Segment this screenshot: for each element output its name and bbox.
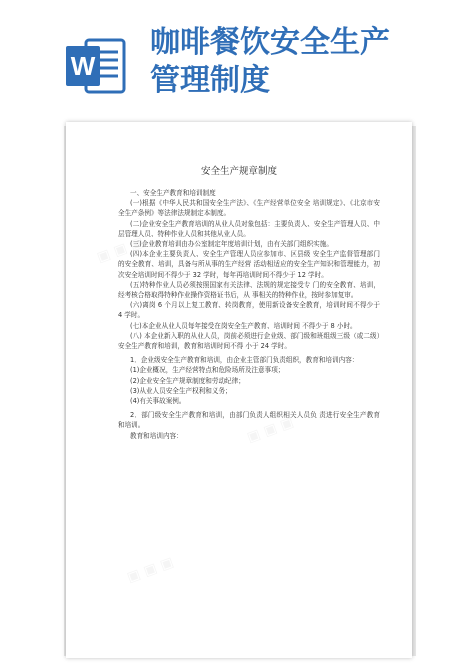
doc-paragraph: (2)企业安全生产规章制度和劳动纪律； xyxy=(130,376,245,385)
document-heading: 安全生产规章制度 xyxy=(200,166,277,177)
word-document-icon xyxy=(64,34,128,98)
doc-paragraph: (3)从业人员安全生产权利和义务； xyxy=(130,386,232,395)
banner xyxy=(0,0,474,120)
document-body xyxy=(118,188,380,441)
doc-paragraph: 教育和培训内容： xyxy=(130,431,183,440)
doc-paragraph: (六)离岗 6 个月以上复工教育、转岗教育，使用新设备安全教育，培训时间不得少于 4 学时。 xyxy=(118,301,380,320)
doc-paragraph: (四)本企业主要负责人、安全生产管理人员应参加市、区县级 安全生产监督管理部门的安全教育、培训，具备与所从事的生产经营 活动相适应的安全生产知识和管理能力，初次安全培训时间不得少于 32 学时，每年再培训时间不得少于 12 学时。 xyxy=(118,250,380,279)
banner-title-line-1: 咖啡餐饮安全生产 xyxy=(150,25,390,60)
doc-paragraph: (七)本企业从业人员每年接受在岗安全生产教育、培训时间 不得少于 8 小时。 xyxy=(130,321,357,330)
watermark: ▣ ▣ ▣ xyxy=(94,234,146,266)
banner-title xyxy=(150,24,470,100)
watermark: ▣ ▣ ▣ xyxy=(124,554,176,586)
doc-paragraph: (三)企业教育培训由办公室制定年度培训计划，由有关部门组织实施。 xyxy=(130,240,333,249)
watermark: ▣ ▣ ▣ xyxy=(244,414,296,446)
word-logo-letter: W xyxy=(70,51,96,81)
document-page xyxy=(66,122,412,658)
doc-paragraph: (八) 本企业新入职的从业人员，岗前必须进行企业级、部门级和班组级三级（或二级）安全生产教育和培训，教育和培训时间不得 小于 24 学时。 xyxy=(118,331,380,351)
doc-paragraph: 1．企业级安全生产教育和培训，由企业主管部门负责组织，教育和培训内容： xyxy=(130,356,359,365)
doc-paragraph: (一)根据《中华人民共和国安全生产法》、《生产经营单位安全 培训规定》、《北京市安全生产条例》等法律法规制定本制度。 xyxy=(118,199,380,218)
doc-paragraph: (4)有关事故案例。 xyxy=(130,397,186,406)
doc-paragraph: 2．部门级安全生产教育和培训，由部门负责人组织相关人员负 责进行安全生产教育和培训。 xyxy=(118,411,380,430)
doc-paragraph: (二)企业安全生产教育培训的从业人员对象包括：主要负责人、安全生产管理人员、中层管理人员、特种作业人员和其他从业人员。 xyxy=(118,219,380,238)
doc-paragraph: (1)企业概况，生产经营特点和危险场所及注意事项； xyxy=(130,366,285,375)
doc-paragraph: (五)特种作业人员必须按照国家有关法律、法规的规定接受专 门的安全教育、培训，经考核合格取得特种作业操作资格证书后，从 事相关的特种作业，按时参加复审。 xyxy=(118,280,380,300)
doc-paragraph: 一、安全生产教育和培训制度 xyxy=(130,189,216,197)
banner-title-line-2: 管理制度 xyxy=(150,63,270,98)
